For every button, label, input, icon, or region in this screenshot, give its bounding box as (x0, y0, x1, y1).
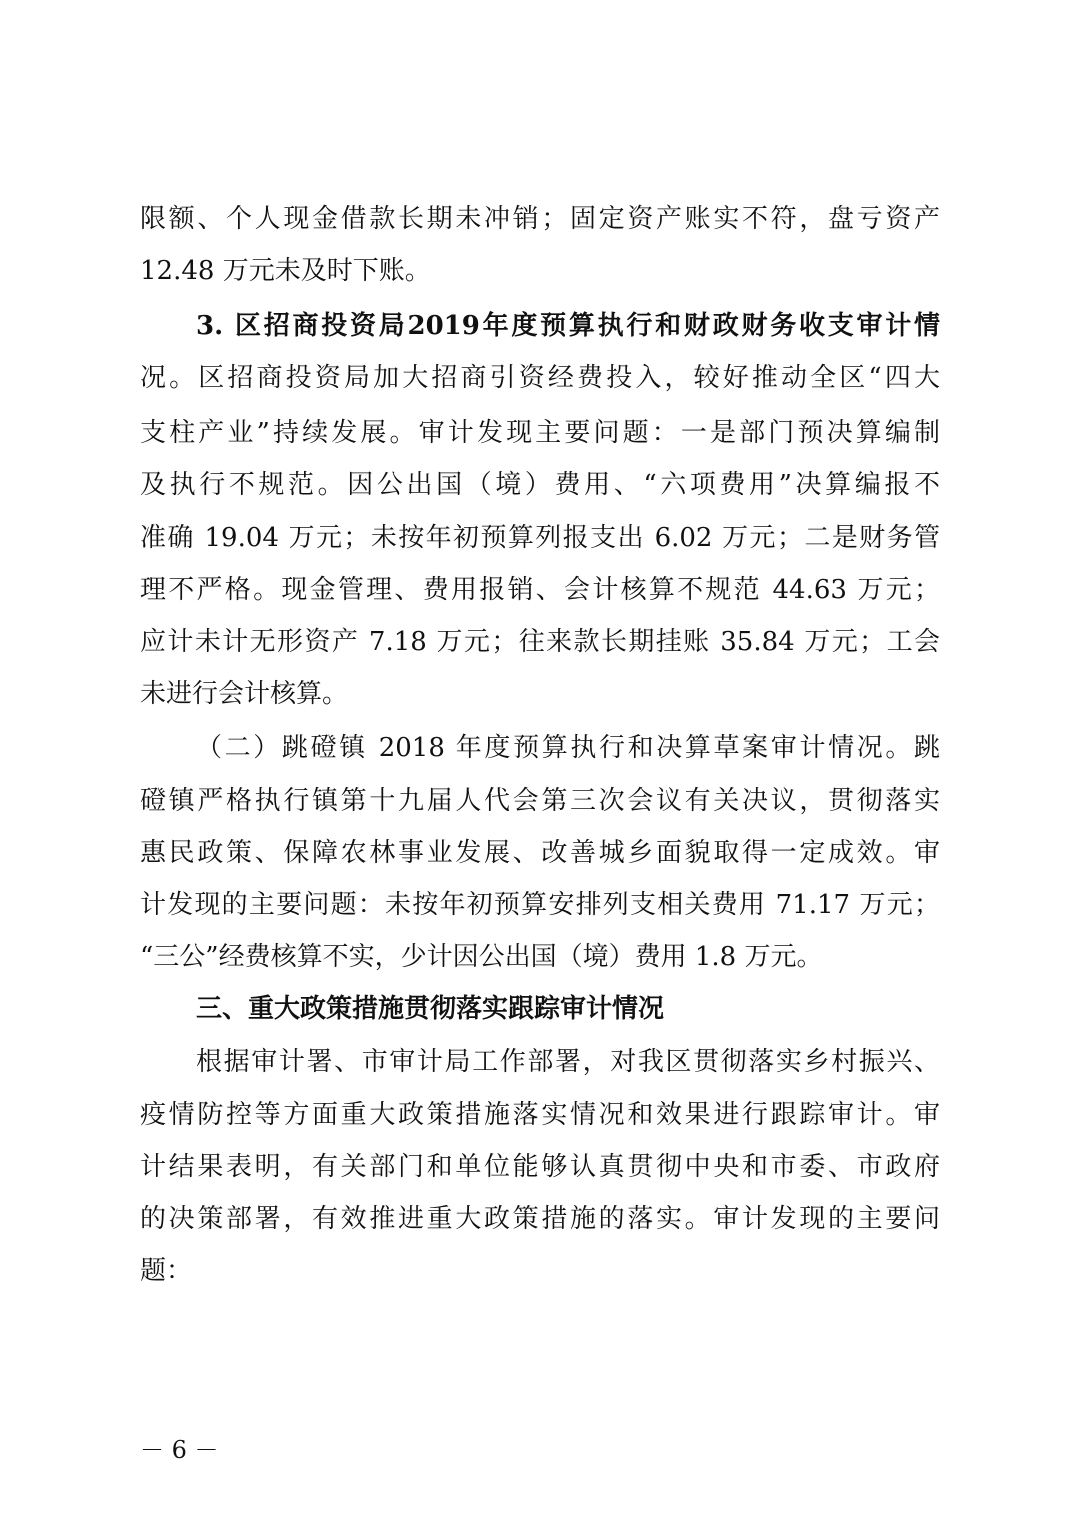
paragraph-line: 支柱产业”持续发展。审计发现主要问题：一是部门预决算编制 (140, 418, 940, 448)
paragraph-line: 准确 19.04 万元；未按年初预算列报支出 6.02 万元；二是财务管 (140, 523, 940, 553)
paragraph-line: 及执行不规范。因公出国（境）费用、“六项费用”决算编报不 (140, 470, 940, 500)
paragraph-line: 根据审计署、市审计局工作部署，对我区贯彻落实乡村振兴、 (196, 1047, 940, 1077)
paragraph-line: 应计未计无形资产 7.18 万元；往来款长期挂账 35.84 万元；工会 (140, 627, 940, 657)
paragraph-line: 疫情防控等方面重大政策措施落实情况和效果进行跟踪审计。审 (140, 1100, 940, 1130)
paragraph-line: 题： (140, 1256, 193, 1286)
paragraph-line: 计结果表明，有关部门和单位能够认真贯彻中央和市委、市政府 (140, 1152, 940, 1182)
section-heading: 三、重大政策措施贯彻落实跟踪审计情况 (196, 994, 665, 1024)
page-number: － 6 － (140, 1436, 219, 1464)
paragraph-line: 磴镇严格执行镇第十九届人代会第三次会议有关决议，贯彻落实 (140, 786, 940, 816)
paragraph-line: 计发现的主要问题：未按年初预算安排列支相关费用 71.17 万元； (140, 890, 940, 920)
paragraph-line: 理不严格。现金管理、费用报销、会计核算不规范 44.63 万元； (140, 575, 940, 605)
paragraph-line: 限额、个人现金借款长期未冲销；固定资产账实不符，盘亏资产 (140, 204, 940, 234)
section-heading-line: 3. 区招商投资局2019年度预算执行和财政财务收支审计情 (196, 311, 940, 341)
paragraph-line: 况。区招商投资局加大招商引资经费投入，较好推动全区“四大 (140, 363, 940, 393)
paragraph-line: 惠民政策、保障农林事业发展、改善城乡面貌取得一定成效。审 (140, 838, 940, 868)
paragraph-line: 未进行会计核算。 (140, 679, 349, 709)
paragraph-line: “三公”经费核算不实，少计因公出国（境）费用 1.8 万元。 (140, 942, 823, 972)
paragraph-line: 的决策部署，有效推进重大政策措施的落实。审计发现的主要问 (140, 1204, 940, 1234)
paragraph-line: （二）跳磴镇 2018 年度预算执行和决算草案审计情况。跳 (196, 733, 940, 763)
paragraph-line: 12.48 万元未及时下账。 (140, 256, 431, 286)
